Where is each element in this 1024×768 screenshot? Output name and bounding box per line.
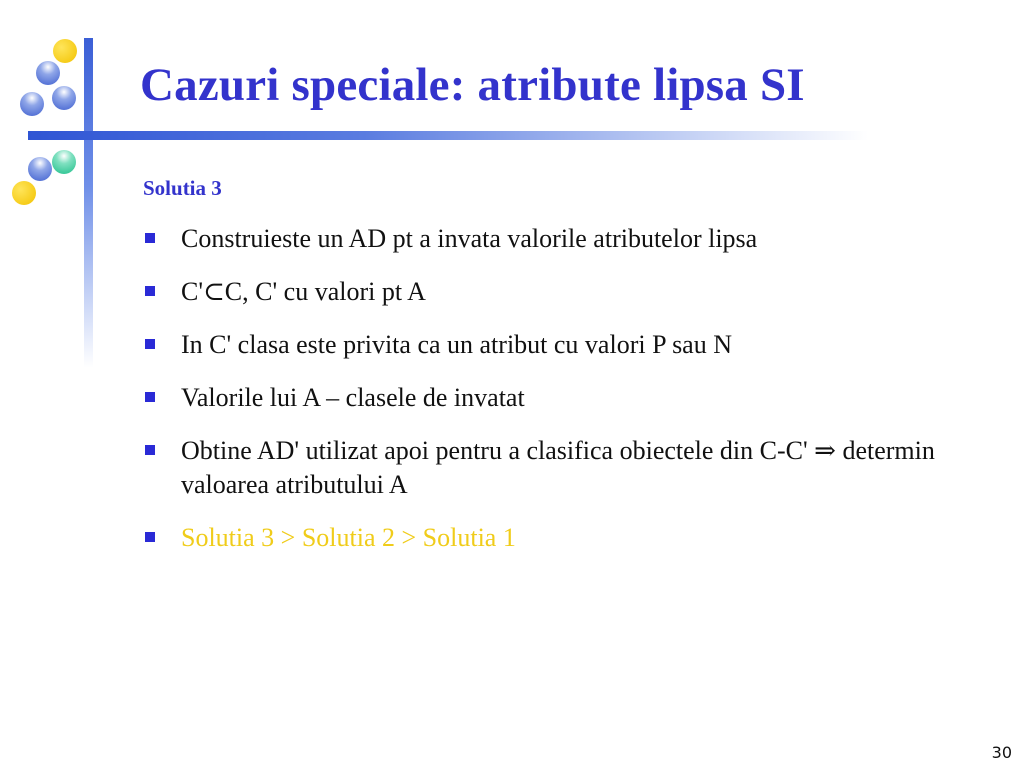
bullet-text: In C' clasa este privita ca un atribut cu valori P sau N (181, 330, 733, 359)
decorative-dot-blue-icon (28, 157, 52, 181)
decorative-dot-blue-icon (36, 61, 60, 85)
bullet-square-icon (145, 392, 155, 402)
bullet-text: Construieste un AD pt a invata valorile atributelor lipsa (181, 224, 758, 253)
bullet-item (143, 275, 963, 309)
bullet-item-highlighted (143, 521, 963, 555)
bullet-square-icon (145, 233, 155, 243)
bullet-list (143, 222, 963, 574)
decorative-dot-yellow-icon (12, 181, 36, 205)
bullet-square-icon (145, 532, 155, 542)
bullet-item (143, 434, 963, 502)
bullet-item (143, 222, 963, 256)
bullet-square-icon (145, 286, 155, 296)
bullet-square-icon (145, 445, 155, 455)
bullet-item (143, 381, 963, 415)
page-number: 30 (991, 743, 1012, 762)
decorative-dot-blue-icon (20, 92, 44, 116)
bullet-item (143, 328, 963, 362)
decorative-dot-green-icon (52, 150, 76, 174)
bullet-text: Solutia 3 > Solutia 2 > Solutia 1 (181, 523, 516, 552)
decorative-dot-blue-icon (52, 86, 76, 110)
decorative-dot-yellow-icon (53, 39, 77, 63)
horizontal-accent-bar (28, 131, 868, 140)
section-subheading: Solutia 3 (143, 176, 222, 200)
slide-title: Cazuri speciale: atribute lipsa SI (140, 59, 805, 111)
vertical-accent-bar (84, 38, 93, 368)
bullet-text: Valorile lui A – clasele de invatat (181, 383, 525, 412)
bullet-square-icon (145, 339, 155, 349)
bullet-text: C'⊂C, C' cu valori pt A (181, 277, 426, 306)
bullet-text: Obtine AD' utilizat apoi pentru a clasifica obiectele din C-C' ⇒ determin valoarea atributului A (181, 436, 935, 499)
